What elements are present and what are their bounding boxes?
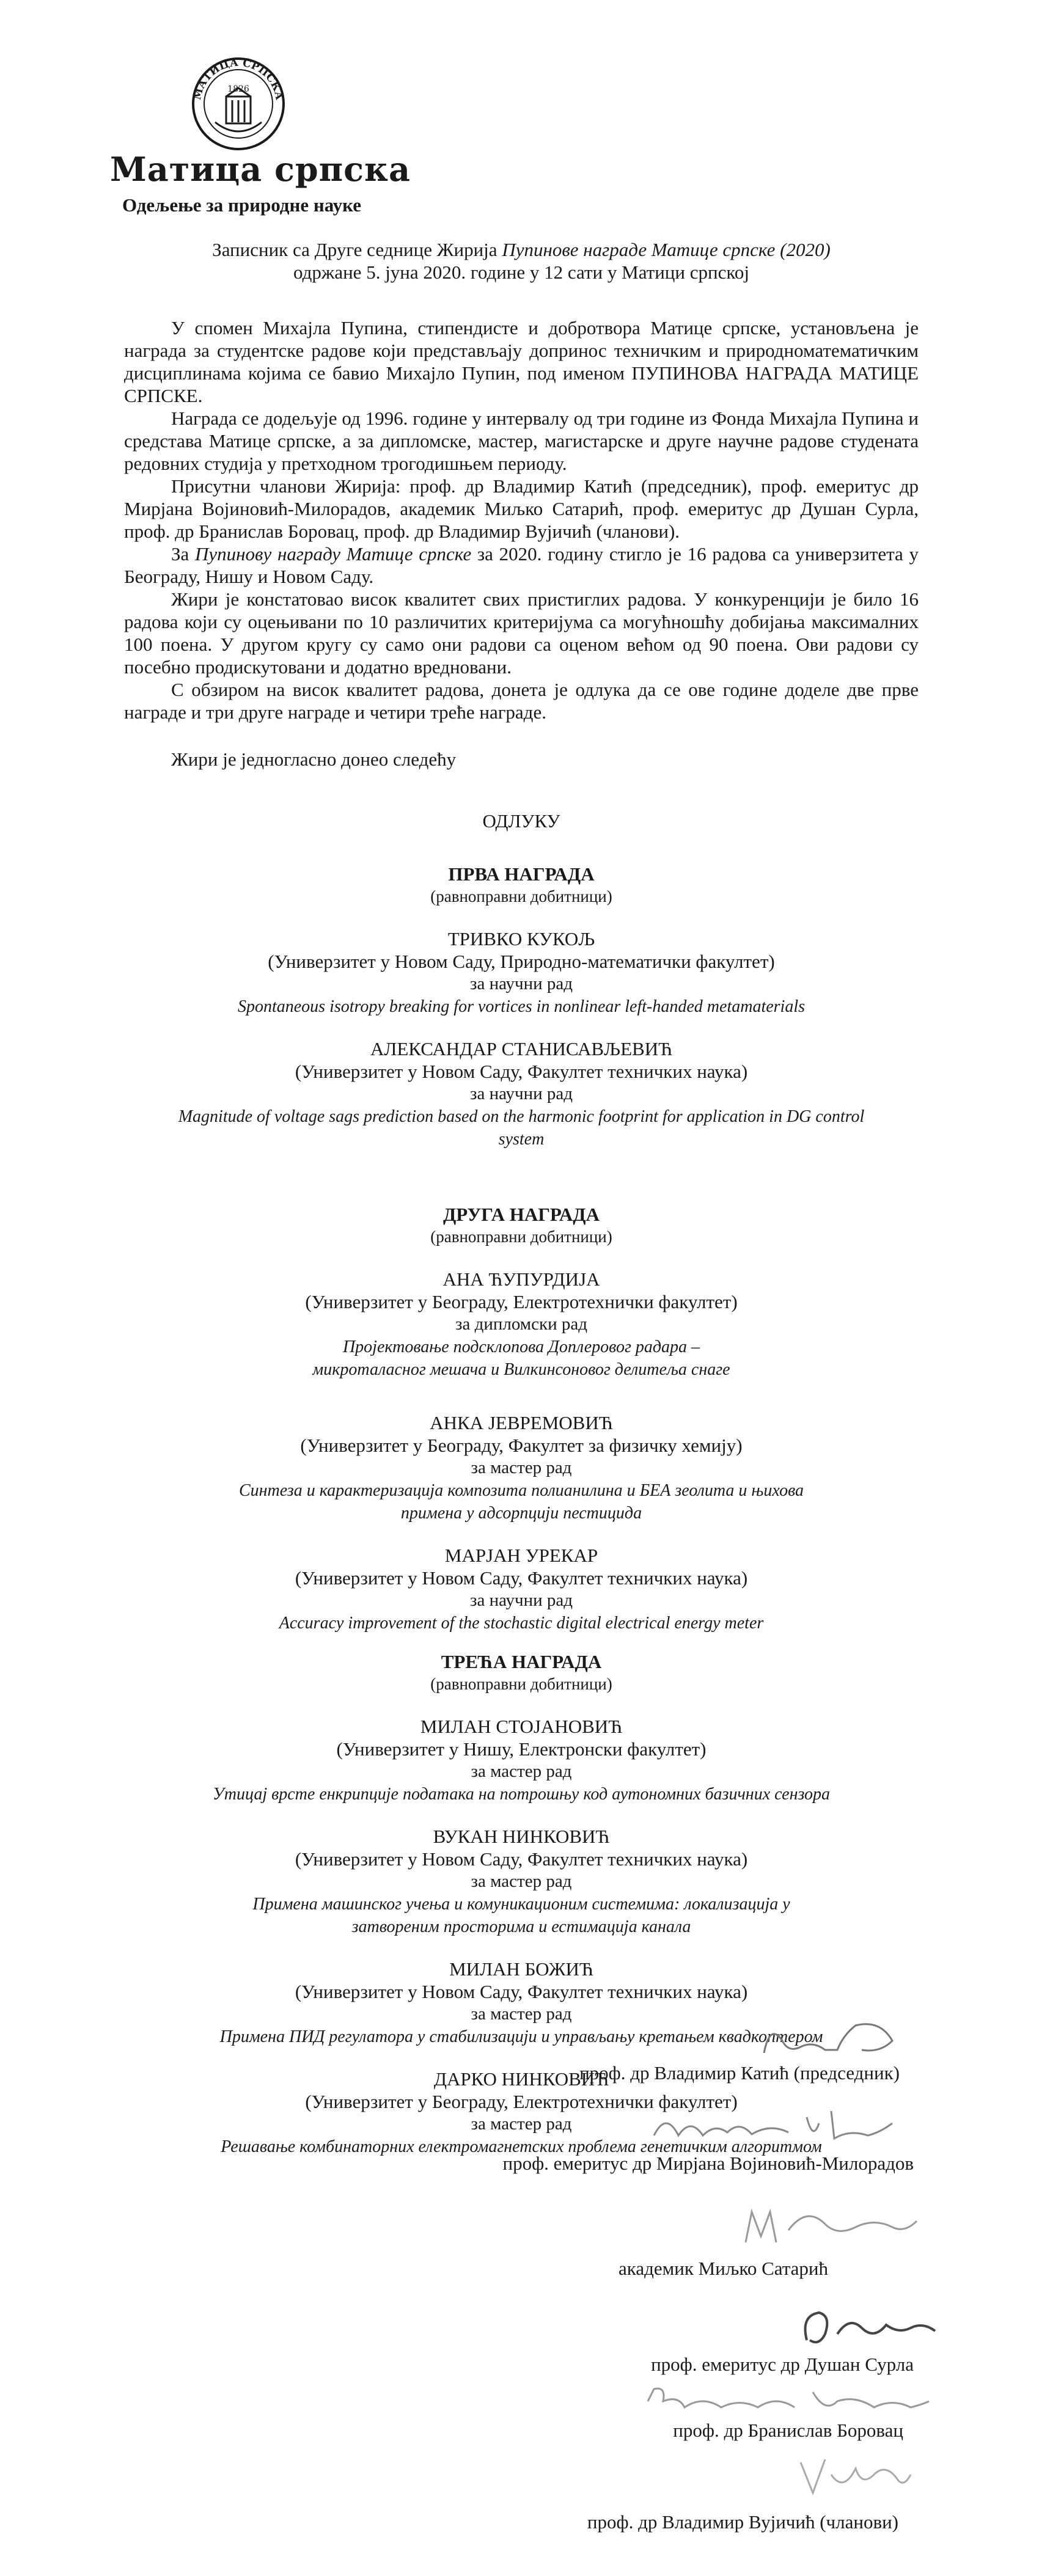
winner-entry	[124, 1544, 919, 1634]
brand-name: Матица српска	[110, 150, 411, 189]
award-title: ТРЕЋА НАГРАДА	[441, 1651, 602, 1672]
svg-text:1826: 1826	[227, 84, 249, 94]
winner-name: МИЛАН СТОЈАНОВИЋ	[420, 1716, 623, 1737]
winner-entry	[124, 1825, 919, 1938]
winner-work-type: за мастер рад	[471, 1872, 572, 1891]
winner-work-title: Примена ПИД регулатора у стабилизацији и управљању кретањем квадкоптером	[219, 2027, 823, 2046]
winner-entry	[124, 928, 919, 1018]
winner-work-title: Примена машинског учења и комуникационим системима: локализација у затвореним просторима и естимација канала	[252, 1895, 790, 1936]
winner-entry	[124, 1037, 919, 1151]
winner-name: АЛЕКСАНДАР СТАНИСАВЉЕВИЋ	[370, 1038, 673, 1059]
winner-work-title: Magnitude of voltage sags prediction based on the harmonic footprint for application in DG control system	[178, 1107, 865, 1149]
award-section-first	[124, 863, 919, 1151]
paragraph-jury-decided: Жири је једногласно донео следећу	[171, 748, 457, 770]
winner-university: (Универзитет у Новом Саду, Факултет техничких наука)	[295, 1567, 748, 1589]
winner-name: АНКА ЈЕВРЕМОВИЋ	[430, 1412, 613, 1433]
signature-line-vujicic: проф. др Владимир Вујичић (чланови)	[587, 2511, 898, 2533]
minutes-heading-line2: одржане 5. јуна 2020. године у 12 сати у Матици српској	[293, 262, 749, 283]
winner-entry	[124, 1268, 919, 1381]
winner-university: (Универзитет у Новом Саду, Факултет техничких наука)	[295, 1061, 748, 1082]
paragraph-evaluation: Жири је констатовао висок квалитет свих пристиглих радова. У конкуренцији је било 16 радова који су оцењивани по 10 различитих критеријума са могућношћу добијања максималних 100 поена. У другом кругу су само они радови са оценом већом од 90 поена. Ови радови су посебно продискутовани и додатно вредновани.	[124, 588, 919, 678]
winner-work-title: Утицај врсте енкрипције података на потрошњу код аутономних базичних сензора	[212, 1785, 831, 1804]
award-section-second	[124, 1203, 919, 1634]
award-subtitle: (равноправни добитници)	[430, 887, 612, 906]
winner-work-type: за мастер рад	[471, 2114, 572, 2134]
paragraph-history: Награда се додељује од 1996. године у интервалу од три године из Фонда Михајла Пупина и средстава Матице српске, а за дипломске, мастер, магистарске и друге научне радове студената редовних студија у претходном трогодишњем периоду.	[124, 408, 919, 474]
signature-surla-image	[795, 2303, 941, 2352]
winner-work-type: за научни рад	[470, 1590, 573, 1610]
winner-work-type: за мастер рад	[471, 1762, 572, 1781]
winner-work-title: Accuracy improvement of the stochastic digital electrical energy meter	[279, 1614, 764, 1633]
paragraph-jury-members: Присутни чланови Жирија: проф. др Владимир Катић (председник), проф. емеритус др Мирјана Војиновић-Милорадов, академик Миљко Сатарић, проф. емеритус др Душан Сурла, проф. др Бранислав Боровац, проф. др Владимир Вујичић (чланови).	[124, 475, 919, 542]
signature-sataric-image	[740, 2200, 923, 2255]
paragraph-submissions: За Пупинову награду Матице српске за 2020. годину стигло је 16 радова са универзитета у Београду, Нишу и Новом Саду.	[124, 543, 919, 587]
decision-title: ОДЛУКУ	[482, 810, 560, 832]
winner-work-title: Пројектовање подсклопова Доплеровог радара – микроталасног мешача и Вилкинсоновог делитеља снаге	[312, 1337, 730, 1379]
winner-work-title: Spontaneous isotropy breaking for vortices in nonlinear left-handed metamaterials	[237, 997, 806, 1016]
winner-name: МАРЈАН УРЕКАР	[444, 1545, 598, 1566]
signature-borovac-image	[642, 2377, 935, 2426]
winner-university: (Универзитет у Београду, Електротехнички факултет)	[305, 2091, 738, 2112]
svg-text:МАТИЦА СРПСКА: МАТИЦА СРПСКА	[191, 56, 285, 101]
winner-university: (Универзитет у Новом Саду, Факултет техничких наука)	[295, 1981, 748, 2002]
winner-work-type: за мастер рад	[471, 2004, 572, 2024]
winner-work-title: Синтеза и карактеризација композита полианилина и БЕА зеолита и њихова примена у адсорпцији пестицида	[238, 1481, 804, 1523]
winner-entry	[124, 1715, 919, 1806]
winner-university: (Универзитет у Београду, Факултет за физичку хемију)	[300, 1435, 743, 1456]
winner-work-title: Решавање комбинаторних електромагнетских проблема генетичким алгоритмом	[221, 2137, 822, 2156]
signature-line-vojinovic: проф. емеритус др Мирјана Војиновић-Милорадов	[502, 2153, 914, 2174]
signature-line-borovac: проф. др Бранислав Боровац	[673, 2420, 903, 2441]
winner-work-type: за научни рад	[470, 974, 573, 993]
paragraph-intro: У спомен Михајла Пупина, стипендисте и добротвора Матице српске, установљена је награда за студентске радове који представљају допринос техничким и природноматематичким дисциплинама којима се бавио Михајло Пупин, под именом ПУПИНОВА НАГРАДА МАТИЦЕ СРПСКЕ.	[124, 317, 919, 406]
winner-name: МИЛАН БОЖИЋ	[449, 1958, 593, 1980]
award-title: ДРУГА НАГРАДА	[442, 1204, 600, 1225]
winner-work-type: за дипломски рад	[455, 1314, 587, 1334]
signature-line-surla: проф. емеритус др Душан Сурла	[651, 2354, 914, 2375]
signature-line-sataric: академик Миљко Сатарић	[619, 2258, 828, 2279]
winner-work-type: за научни рад	[470, 1084, 573, 1103]
winner-university: (Универзитет у Београду, Електротехнички факултет)	[305, 1291, 738, 1312]
winner-work-type: за мастер рад	[471, 1458, 572, 1477]
signature-katic-image	[758, 2016, 905, 2065]
award-title: ПРВА НАГРАДА	[448, 863, 595, 885]
winner-name: ВУКАН НИНКОВИЋ	[433, 1826, 610, 1847]
award-subtitle: (равноправни добитници)	[430, 1675, 612, 1693]
winner-name: ДАРКО НИНКОВИЋ	[433, 2068, 609, 2090]
paragraph-decision-summary: С обзиром на висок квалитет радова, донета је одлука да се ове године доделе две прве награде и три друге награде и четири треће награде.	[124, 679, 919, 723]
signature-vojinovic-image	[648, 2099, 905, 2154]
winner-university: (Универзитет у Новом Саду, Природно-математички факултет)	[268, 951, 775, 972]
winner-name: АНА ЋУПУРДИЈА	[442, 1268, 600, 1290]
award-subtitle: (равноправни добитници)	[430, 1228, 612, 1246]
signature-vujicic-image	[795, 2450, 917, 2505]
winner-university: (Универзитет у Нишу, Електронски факултет)	[336, 1738, 707, 1760]
winner-name: ТРИВКО КУКОЉ	[447, 928, 595, 950]
department-name: Одељење за природне науке	[122, 194, 361, 216]
signature-line-katic: проф. др Владимир Катић (председник)	[579, 2062, 900, 2084]
document-body	[124, 238, 919, 2158]
minutes-heading-line1: Записник са Друге седнице Жирија Пупинове награде Матице српске (2020)	[212, 239, 831, 260]
winner-university: (Универзитет у Новом Саду, Факултет техничких наука)	[295, 1848, 748, 1870]
winner-entry	[124, 1411, 919, 1524]
